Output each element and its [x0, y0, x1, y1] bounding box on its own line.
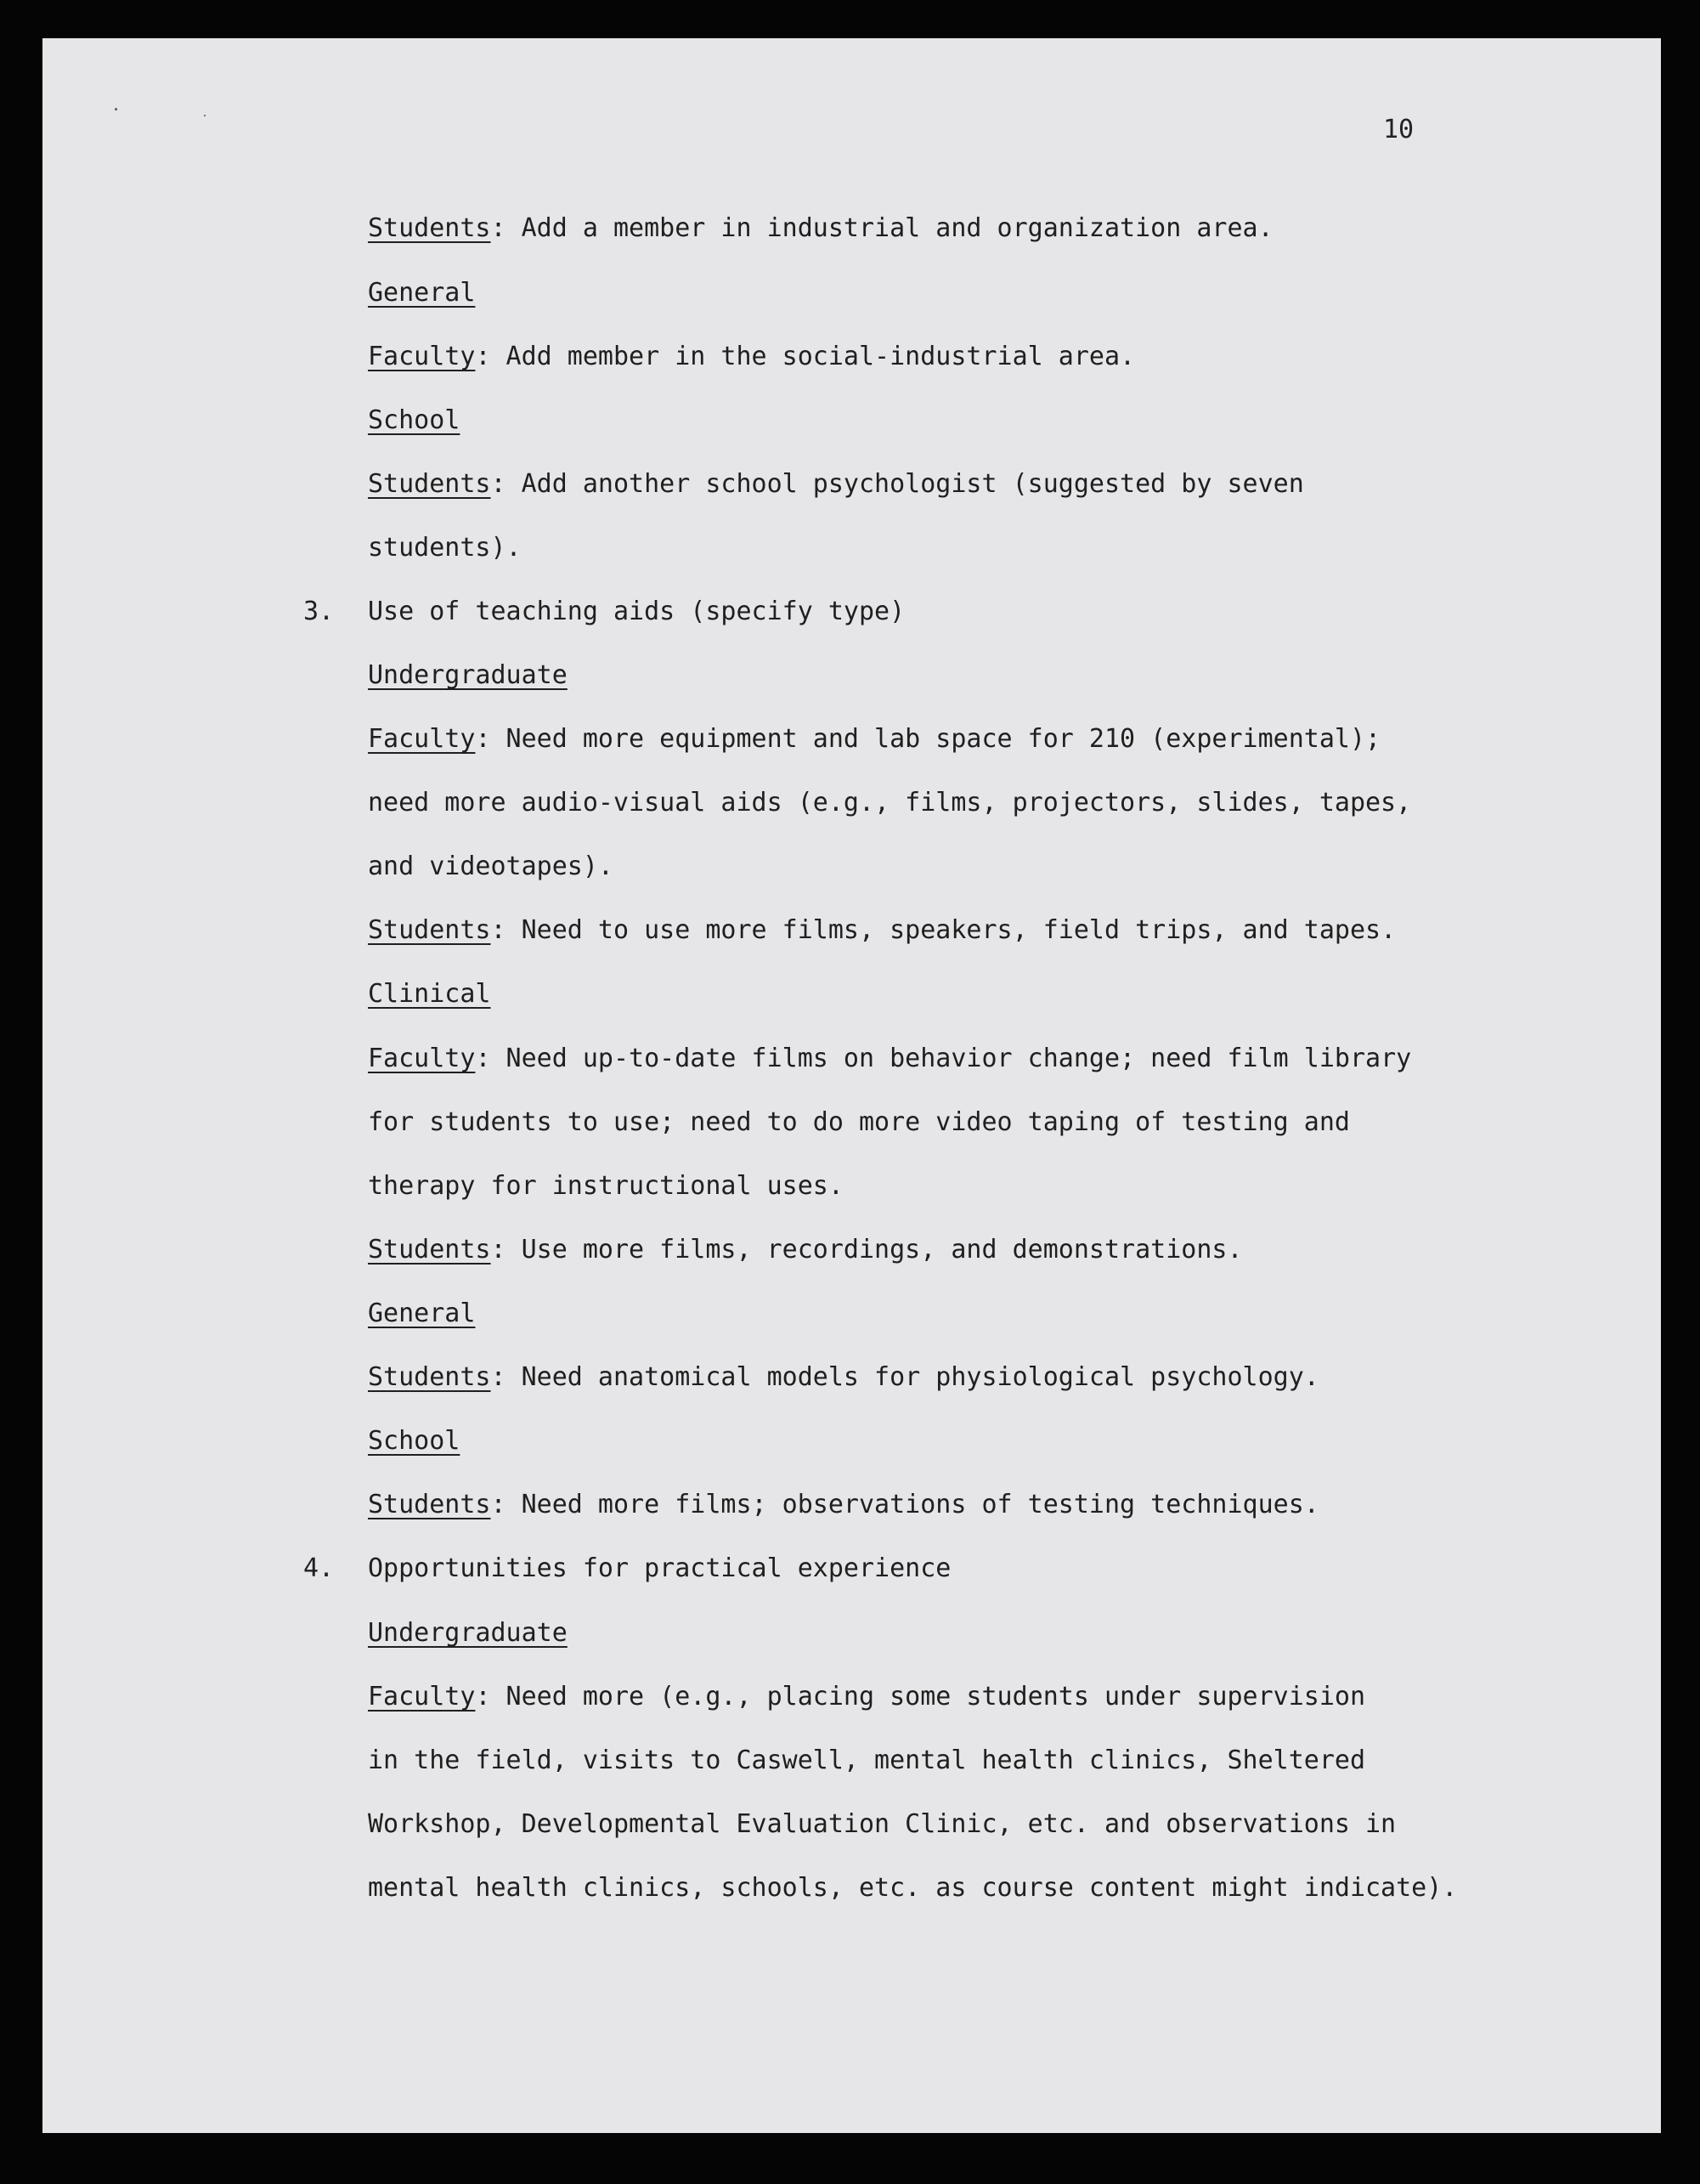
line-text: : Need more equipment and lab space for 210 (experimental);	[475, 724, 1381, 754]
heading-undergraduate	[368, 659, 568, 693]
heading-clinical	[368, 977, 491, 1011]
faculty-social-industrial-line	[368, 340, 1135, 374]
continuation-line: for students to use; need to do more video taping of testing and	[368, 1107, 1350, 1137]
heading-school	[368, 404, 460, 438]
label-students: Students	[368, 915, 491, 945]
label-clinical: Clinical	[368, 979, 491, 1009]
heading-school	[368, 1424, 460, 1458]
heading-general	[368, 1297, 475, 1331]
students-industrial-line	[368, 212, 1274, 246]
continuation-line: need more audio-visual aids (e.g., films, projectors, slides, tapes,	[368, 788, 1412, 818]
line-text: : Need anatomical models for physiological psychology.	[490, 1362, 1319, 1392]
label-faculty: Faculty	[368, 1044, 476, 1073]
students-recordings-line	[368, 1233, 1243, 1267]
label-undergraduate: Undergraduate	[368, 1618, 568, 1648]
page-number: 10	[1383, 115, 1415, 144]
line-text: : Need up-to-date films on behavior change; need film library	[475, 1044, 1412, 1073]
heading-undergraduate	[368, 1616, 568, 1650]
label-students: Students	[368, 213, 491, 243]
item-4-title: Opportunities for practical experience	[368, 1553, 952, 1583]
continuation-line: mental health clinics, schools, etc. as course content might indicate).	[368, 1873, 1458, 1903]
faculty-behavior-films-line	[368, 1042, 1411, 1076]
scan-speck	[115, 108, 117, 110]
students-anatomical-line	[368, 1361, 1319, 1395]
students-films-line	[368, 914, 1396, 948]
label-students: Students	[368, 1490, 491, 1519]
scan-speck	[204, 115, 206, 116]
continuation-line: therapy for instructional uses.	[368, 1171, 844, 1201]
label-students: Students	[368, 1235, 491, 1265]
line-text: : Need more (e.g., placing some students under supervision	[475, 1682, 1366, 1712]
line-text: : Need more films; observations of testing techniques.	[490, 1490, 1319, 1519]
line-text: : Add member in the social-industrial area.	[475, 342, 1136, 371]
label-undergraduate: Undergraduate	[368, 660, 568, 690]
item-number-3: 3.	[303, 597, 335, 626]
continuation-line: Workshop, Developmental Evaluation Clinic, etc. and observations in	[368, 1809, 1397, 1839]
line-text: : Add a member in industrial and organization area.	[490, 213, 1274, 243]
students-testing-line	[368, 1488, 1319, 1522]
item-3-title: Use of teaching aids (specify type)	[368, 597, 906, 626]
label-faculty: Faculty	[368, 342, 476, 371]
continuation-line: in the field, visits to Caswell, mental health clinics, Sheltered	[368, 1746, 1365, 1775]
line-text: : Add another school psychologist (suggested by seven	[490, 469, 1304, 499]
label-school: School	[368, 405, 460, 435]
heading-general	[368, 276, 475, 310]
label-school: School	[368, 1426, 460, 1456]
label-faculty: Faculty	[368, 1682, 476, 1712]
line-text: : Use more films, recordings, and demonstrations.	[490, 1235, 1243, 1265]
continuation-line: students).	[368, 533, 522, 563]
label-faculty: Faculty	[368, 724, 476, 754]
label-general: General	[368, 278, 476, 308]
label-students: Students	[368, 469, 491, 499]
continuation-line: and videotapes).	[368, 852, 613, 881]
item-number-4: 4.	[303, 1553, 335, 1583]
label-students: Students	[368, 1362, 491, 1392]
faculty-equipment-line	[368, 722, 1381, 756]
students-school-psychologist-line	[368, 467, 1304, 501]
label-general: General	[368, 1299, 476, 1328]
faculty-practical-line	[368, 1680, 1365, 1714]
line-text: : Need to use more films, speakers, field trips, and tapes.	[490, 915, 1397, 945]
